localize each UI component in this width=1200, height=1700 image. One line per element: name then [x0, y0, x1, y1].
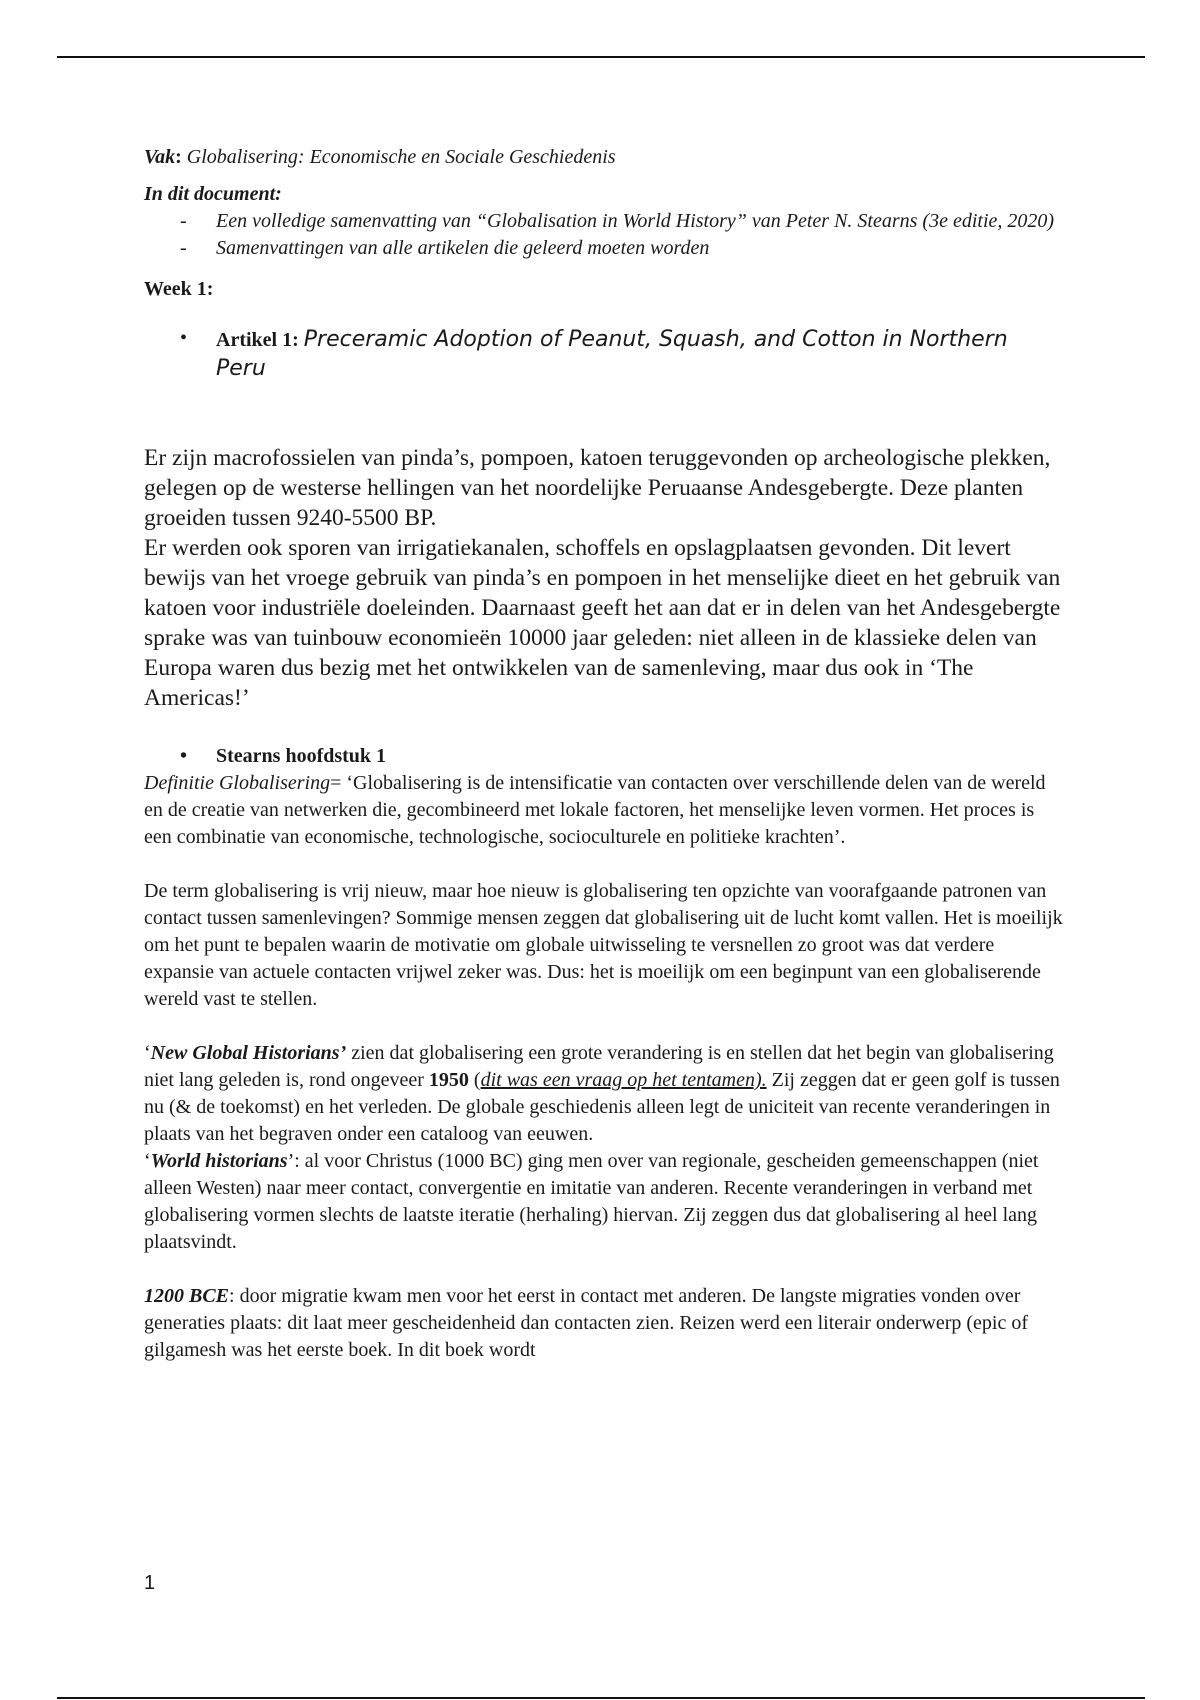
bullet-icon: •: [180, 745, 188, 767]
article-label: Artikel 1:: [216, 329, 304, 351]
article-title: Preceramic Adoption of Peanut, Squash, and Cotton in Northern Peru: [216, 327, 1008, 381]
ngh-year: 1950: [428, 1069, 469, 1091]
bce-text: : door migratie kwam men voor het eerst in contact met anderen. De langste migraties vonden over generaties plaats: dit laat meer gescheidenheid dan contacten zien. Reizen werd een literair onderwerp (epic of gilgamesh was het eerste boek. In dit boek wordt: [144, 1285, 1029, 1361]
new-global-historians-paragraph: [144, 1040, 1064, 1148]
world-historians-paragraph: [144, 1148, 1064, 1256]
ngh-paren-open: (: [468, 1069, 481, 1091]
wh-close-quote: ’: [287, 1150, 295, 1172]
ngh-note: dit was een vraag op het tentamen).: [480, 1069, 767, 1091]
article-heading: [144, 325, 1064, 383]
document-page: [144, 142, 1064, 1364]
contents-item: [144, 208, 1064, 235]
bullet-icon: •: [180, 327, 188, 349]
article-summary-1: Er zijn macrofossielen van pinda’s, pompoen, katoen teruggevonden op archeologische plekken, gelegen op de westerse hellingen van het noordelijke Peruaanse Andesgebergte. Deze planten groeiden tussen 9240-5500 BP.: [144, 445, 1051, 531]
bce-paragraph: [144, 1283, 1064, 1364]
contents-item-text: Een volledige samenvatting van “Globalisation in World History” van Peter N. Stearns (3e editie, 2020): [216, 210, 1055, 232]
wh-label: World historians: [150, 1150, 288, 1172]
stearns-heading-text: Stearns hoofdstuk 1: [216, 745, 387, 767]
course-line: [144, 144, 1064, 171]
week-heading: Week 1:: [144, 278, 214, 300]
contents-item: [144, 235, 1064, 262]
ngh-text-b: Zij zeggen dat er geen golf is tussen nu (& de toekomst) en het verleden. De globale geschiedenis alleen legt de uniciteit van recente veranderingen in plaats van het begraven onder een cataloog van eeuwen.: [144, 1069, 1060, 1145]
contents-heading: In dit document:: [144, 183, 282, 205]
course-colon: :: [175, 146, 187, 168]
definition-label: Definitie Globalisering: [144, 772, 331, 794]
definition-paragraph: [144, 770, 1064, 851]
course-label: Vak: [144, 146, 176, 168]
definition-eq: =: [330, 772, 347, 794]
article-summary-2: Er werden ook sporen van irrigatiekanalen, schoffels en opslagplaatsen gevonden. Dit levert bewijs van het vroege gebruik van pinda’s en pompoen in het menselijke dieet en het gebruik van katoen voor industriële doeleinden. Daarnaast geeft het aan dat er in delen van het Andesgebergte sprake was van tuinbouw economieën 10000 jaar geleden: niet alleen in de klassieke delen van Europa waren dus bezig met het ontwikkelen van de samenleving, maar dus ook in ‘The Americas!’: [144, 535, 1061, 711]
stearns-heading: [144, 743, 1064, 770]
top-rule: [57, 56, 1145, 58]
course-title: Globalisering: Economische en Sociale Geschiedenis: [186, 146, 616, 168]
contents-item-text: Samenvattingen van alle artikelen die geleerd moeten worden: [216, 237, 710, 259]
wh-open-quote: ‘: [144, 1150, 151, 1172]
bottom-rule: [57, 1697, 1145, 1699]
definition-text: ‘Globalisering is de intensificatie van contacten over verschillende delen van de wereld en de creatie van netwerken die, gecombineerd met lokale factoren, het menselijke leven vormen. Het proces is een combinatie van economische, technologische, socioculturele en politieke krachten’.: [144, 772, 1046, 848]
term-paragraph: De term globalisering is vrij nieuw, maar hoe nieuw is globalisering ten opzichte van voorafgaande patronen van contact tussen samenlevingen? Sommige mensen zeggen dat globalisering uit de lucht komt vallen. Het is moeilijk om het punt te bepalen waarin de motivatie om globale uitwisseling te versnellen zo groot was dat verdere expansie van actuele contacten vrijwel zeker was. Dus: het is moeilijk om een beginpunt van een globaliserende wereld vast te stellen.: [144, 880, 1063, 1010]
ngh-text-a: zien dat globalisering een grote verandering is en stellen dat het begin van globalisering niet lang geleden is, rond ongeveer: [144, 1042, 1054, 1091]
bce-label: 1200 BCE: [144, 1285, 230, 1307]
ngh-label: New Global Historians’: [150, 1042, 347, 1064]
page-number: 1: [144, 1572, 156, 1594]
ngh-open-quote: ‘: [144, 1042, 151, 1064]
wh-text: : al voor Christus (1000 BC) ging men over van regionale, gescheiden gemeenschappen (niet alleen Westen) naar meer contact, convergentie en imitatie van anderen. Recente veranderingen in verband met globalisering vormen slechts de laatste iteratie (herhaling) hiervan. Zij zeggen dus dat globalisering al heel lang plaatsvindt.: [144, 1150, 1039, 1253]
contents-list: [144, 208, 1064, 262]
